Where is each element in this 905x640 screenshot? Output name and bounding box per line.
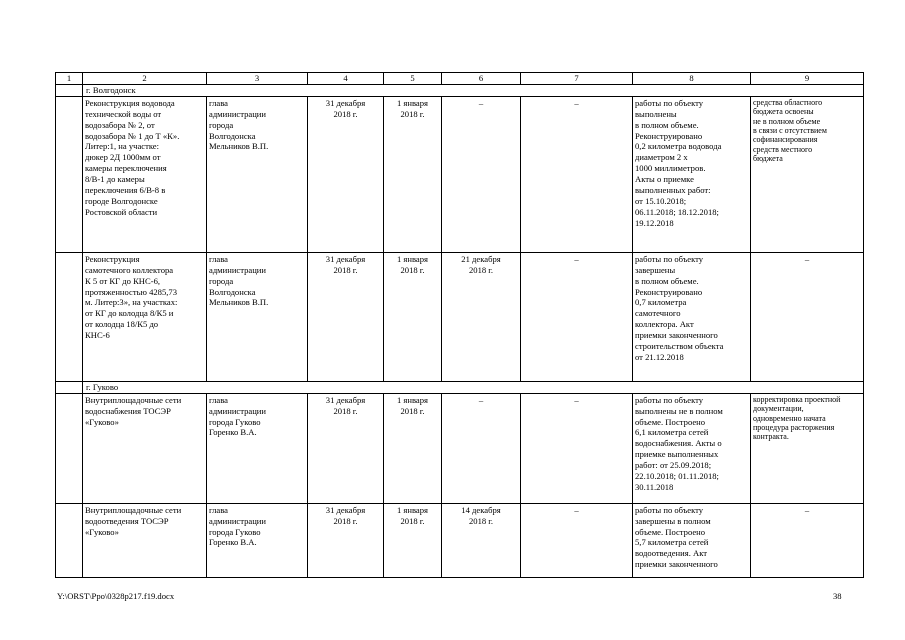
empty-cell [56,393,83,503]
city-row [56,381,864,393]
start-date: 1 января 2018 г. [384,96,442,252]
city-row [56,84,864,96]
table-row [56,96,864,252]
work-status: работы по объекту выполнены не в полном объеме. Построено 6,1 километра сетей водоснабжения. Акты о приемке выполненных работ: от 25.09.2018; 22.10.2018; 01.11.2018; 30.11.2018 [633,393,751,503]
start-date: 1 января 2018 г. [384,393,442,503]
fact-date: 21 декабря 2018 г. [442,252,521,381]
column-number: 6 [442,73,521,85]
empty-cell [56,503,83,577]
table-row [56,252,864,381]
column-number: 1 [56,73,83,85]
column-7-value: – [521,96,633,252]
note: – [751,252,864,381]
responsible-person: глава администрации города Волгодонска Мельников В.П. [207,252,308,381]
responsible-person: глава администрации города Гуково Горенко В.А. [207,503,308,577]
note: корректировка проектной документации, одновременно начата процедура расторжения контракта. [751,393,864,503]
column-number: 9 [751,73,864,85]
fact-date: – [442,393,521,503]
column-7-value: – [521,252,633,381]
work-status: работы по объекту завершены в полном объеме. Построено 5,7 километра сетей водоотведения. Акт приемки законченного [633,503,751,577]
note: – [751,503,864,577]
project-name: Внутриплощадочные сети водоотведения ТОСЭР «Гуково» [83,503,207,577]
report-table [55,72,864,578]
fact-date: 14 декабря 2018 г. [442,503,521,577]
column-number: 4 [308,73,384,85]
column-7-value: – [521,393,633,503]
empty-cell [56,84,83,96]
plan-date: 31 декабря 2018 г. [308,393,384,503]
table-row [56,503,864,577]
column-number: 5 [384,73,442,85]
fact-date: – [442,96,521,252]
empty-cell [56,252,83,381]
column-number: 2 [83,73,207,85]
city-name: г. Гуково [83,381,864,393]
plan-date: 31 декабря 2018 г. [308,503,384,577]
responsible-person: глава администрации города Гуково Горенко В.А. [207,393,308,503]
city-name: г. Волгодонск [83,84,864,96]
column-7-value: – [521,503,633,577]
project-name: Реконструкция самотечного коллектора К 5 от КГ до КНС-6, протяженностью 4285,73 м. Литер:3», на участках: от КГ до колодца 8/К5 и от колодца 18/К5 до КНС-6 [83,252,207,381]
column-number: 7 [521,73,633,85]
note: средства областного бюджета освоены не в полном объеме в связи с отсутствием софинансирования средств местного бюджета [751,96,864,252]
start-date: 1 января 2018 г. [384,503,442,577]
column-number: 8 [633,73,751,85]
responsible-person: глава администрации города Волгодонска Мельников В.П. [207,96,308,252]
column-numbers-row [56,73,864,85]
start-date: 1 января 2018 г. [384,252,442,381]
page-number: 38 [833,591,842,601]
work-status: работы по объекту завершены в полном объеме. Реконструировано 0,7 километра самотечного коллектора. Акт приемки законченного строительством объекта от 21.12.2018 [633,252,751,381]
empty-cell [56,96,83,252]
project-name: Реконструкция водовода технической воды от водозабора № 2, от водозабора № 1 до Т «К». Литер:1, на участке: дюкер 2Д 1000мм от камеры переключения 8/В-1 до камеры переключения 6/В-8 в городе Волгодонске Ростовской области [83,96,207,252]
table-row [56,393,864,503]
work-status: работы по объекту выполнены в полном объеме. Реконструировано 0,2 километра водовода диаметром 2 х 1000 миллиметров. Акты о приемке выполненных работ: от 15.10.2018; 06.11.2018; 18.12.2018; 19.12.2018 [633,96,751,252]
plan-date: 31 декабря 2018 г. [308,252,384,381]
file-path: Y:\ORST\Ppo\0328p217.f19.docx [57,591,175,601]
project-name: Внутриплощадочные сети водоснабжения ТОСЭР «Гуково» [83,393,207,503]
column-number: 3 [207,73,308,85]
plan-date: 31 декабря 2018 г. [308,96,384,252]
empty-cell [56,381,83,393]
